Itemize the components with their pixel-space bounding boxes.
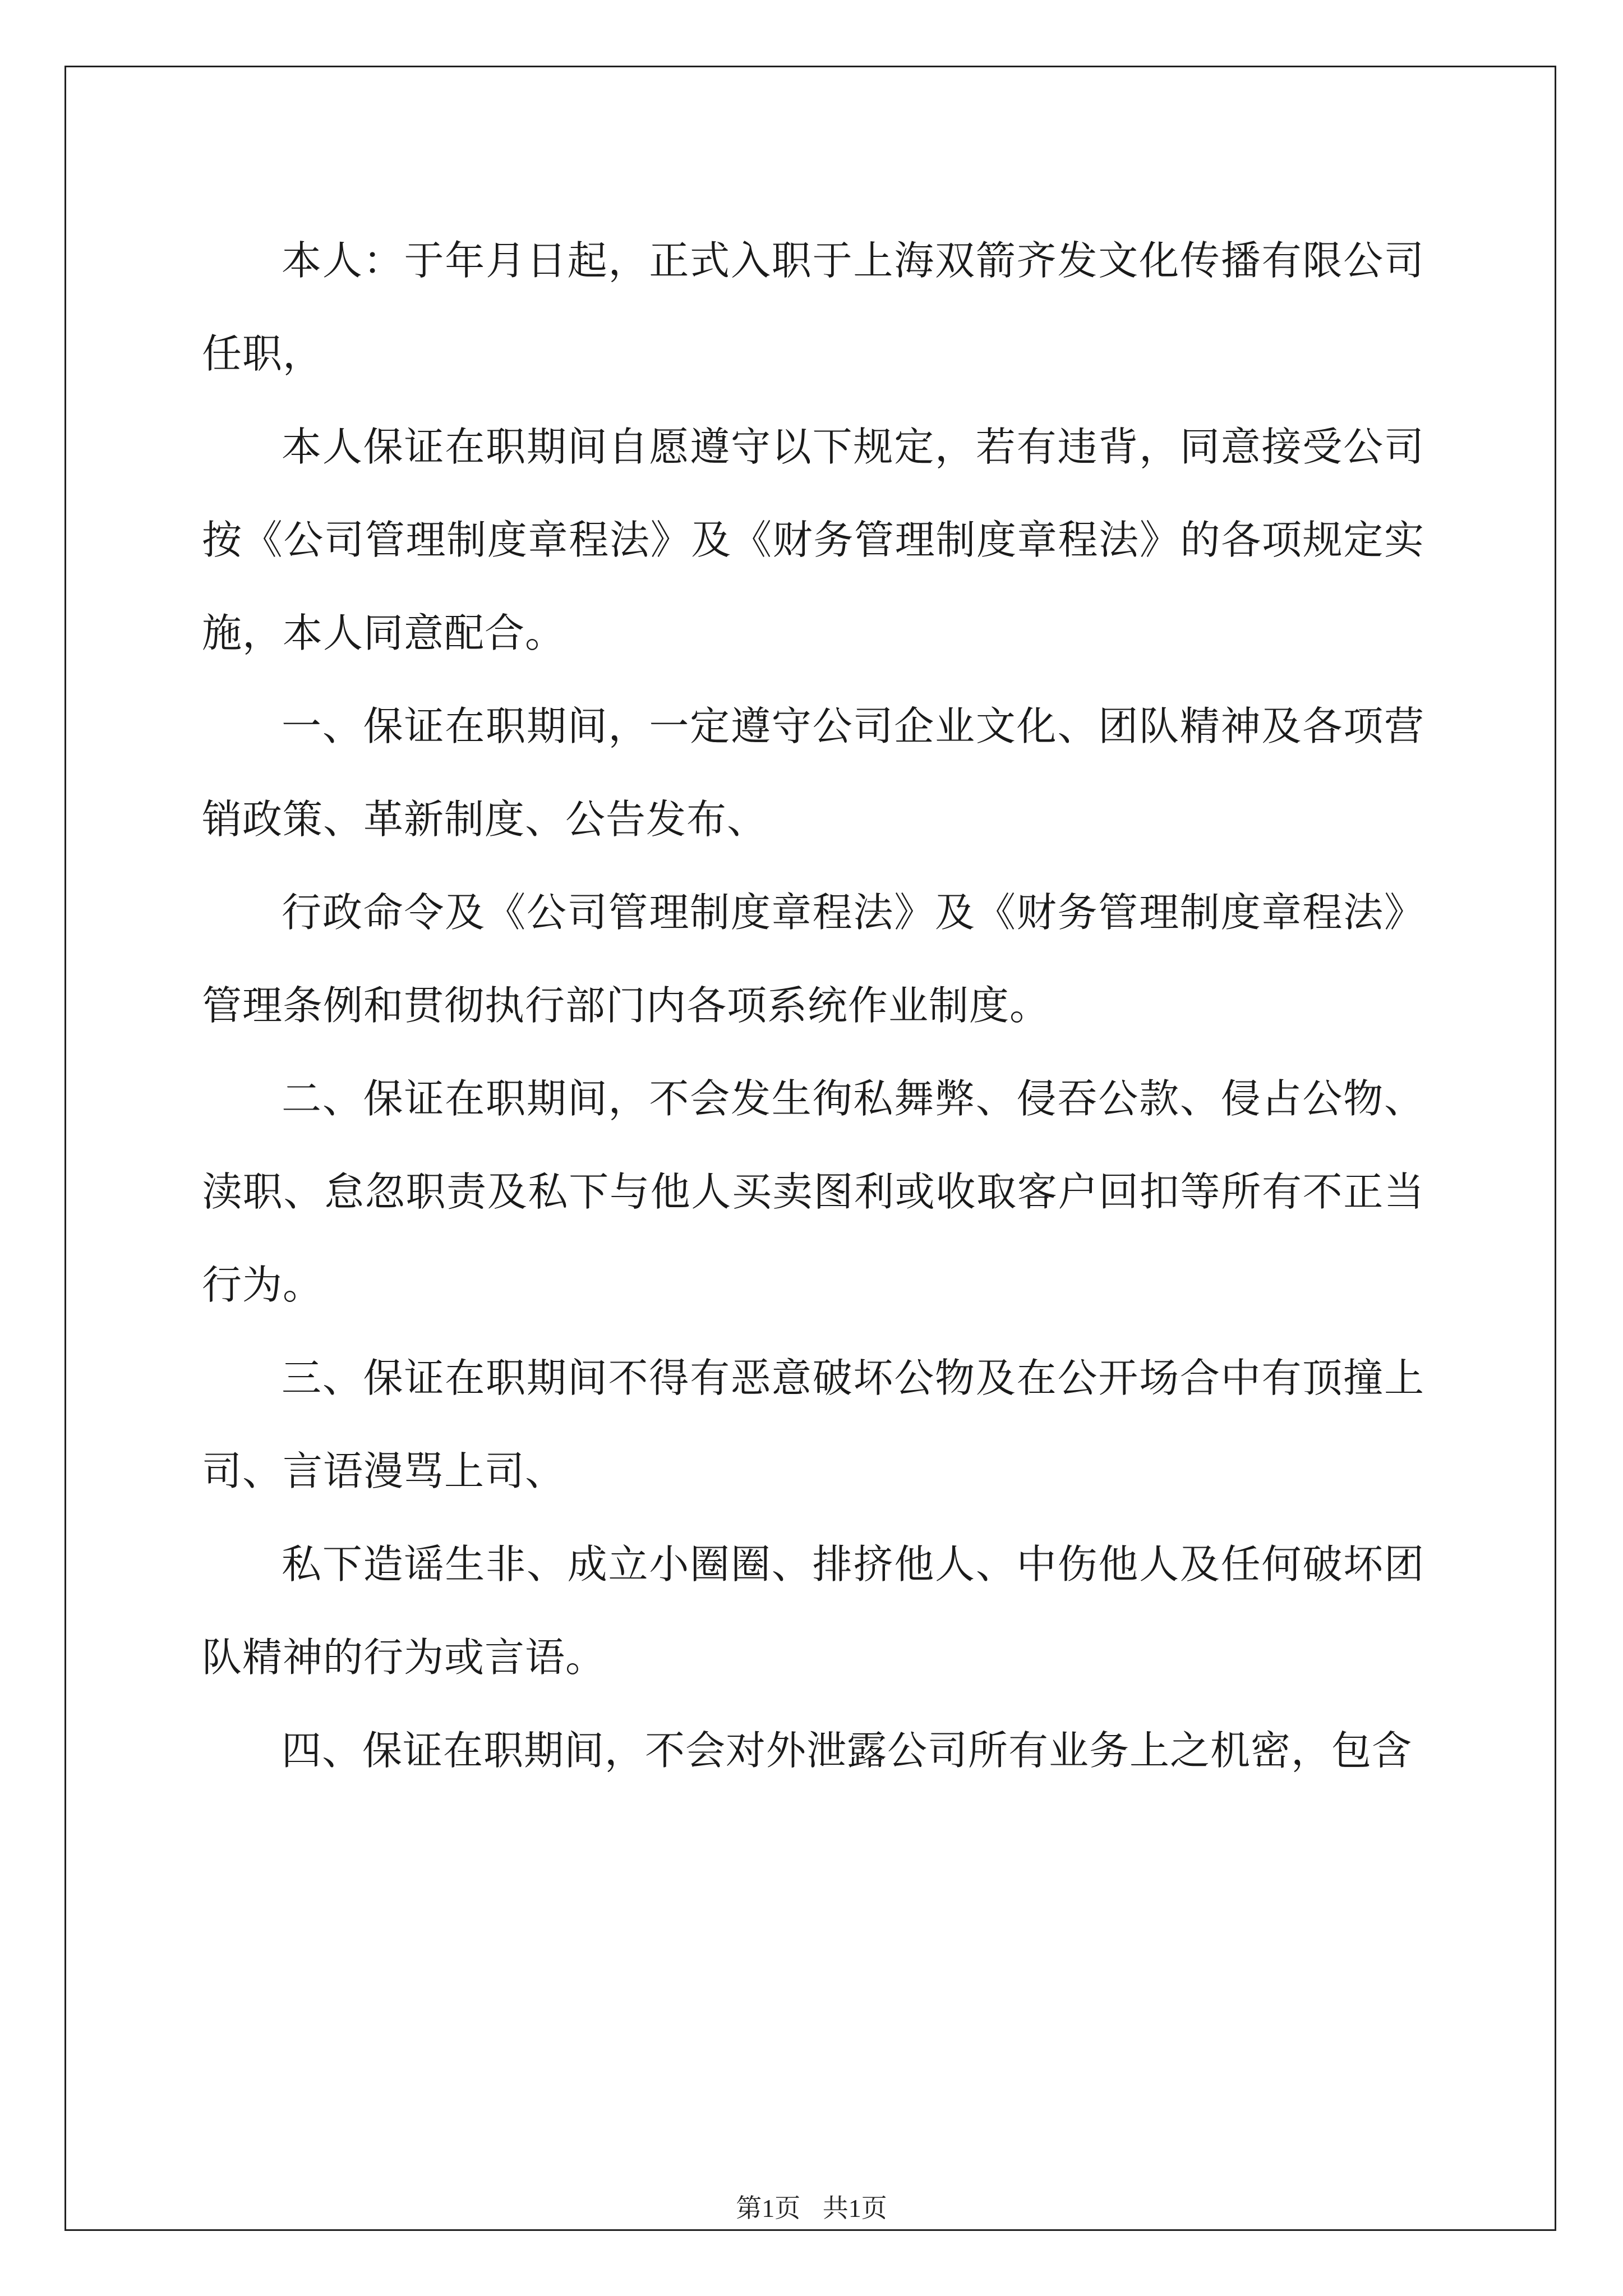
paragraph-intro: 本人：于年月日起，正式入职于上海双箭齐发文化传播有限公司任职， <box>202 237 1424 377</box>
paragraph-item-1: 一、保证在职期间，一定遵守公司企业文化、团队精神及各项营销政策、革新制度、公告发布、 <box>202 703 1424 843</box>
paragraph-item-2: 二、保证在职期间，不会发生徇私舞弊、侵吞公款、侵占公物、渎职、怠忽职责及私下与他人买卖图利或收取客户回扣等所有不正当行为。 <box>202 1075 1424 1308</box>
page-number-current: 第1页 <box>736 2194 801 2223</box>
paragraph-item-1-cont: 行政命令及《公司管理制度章程法》及《财务管理制度章程法》管理条例和贯彻执行部门内各项系统作业制度。 <box>202 889 1424 1029</box>
paragraph-item-4: 四、保证在职期间，不会对外泄露公司所有业务上之机密，包含 <box>282 1727 1413 1774</box>
paragraph-item-3: 三、保证在职期间不得有恶意破坏公物及在公开场合中有顶撞上司、言语漫骂上司、 <box>202 1355 1424 1494</box>
paragraph-item-3-cont: 私下造谣生非、成立小圈圈、排挤他人、中伤他人及任何破坏团队精神的行为或言语。 <box>202 1541 1424 1681</box>
page-footer <box>0 2188 1623 2225</box>
paragraph-guarantee: 本人保证在职期间自愿遵守以下规定，若有违背，同意接受公司按《公司管理制度章程法》及《财务管理制度章程法》的各项规定实施，本人同意配合。 <box>202 424 1424 656</box>
page-number-total: 共1页 <box>822 2194 887 2223</box>
document-body <box>202 214 1424 1797</box>
